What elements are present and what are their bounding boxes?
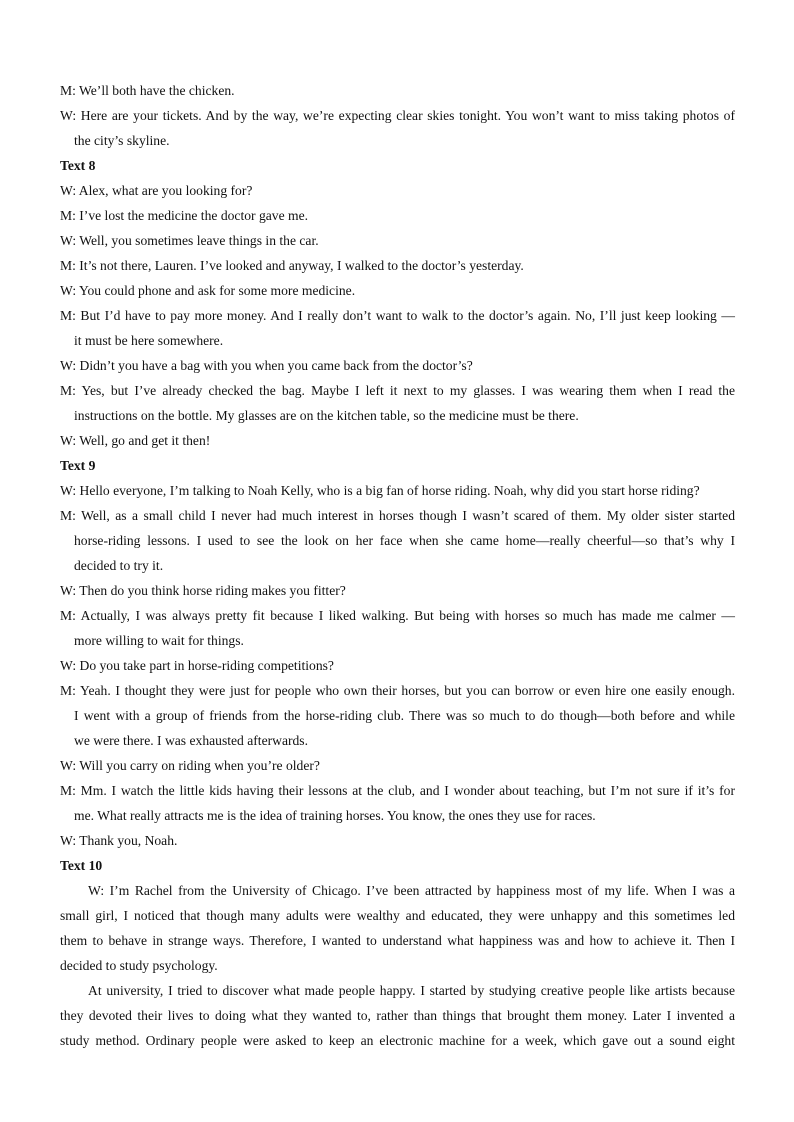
text-line: M: Yes, but I’ve already checked the bag. Maybe I left it next to my glasses. I was wearing them when I read the bbox=[60, 383, 735, 398]
text-line: study method. Ordinary people were asked to keep an electronic machine for a week, which gave out a sound eight bbox=[60, 1033, 735, 1048]
transcript-body bbox=[60, 78, 735, 1053]
section-heading: Text 10 bbox=[60, 858, 103, 873]
text-line: W: I’m Rachel from the University of Chicago. I’ve been attracted by happiness most of my life. When I was a bbox=[88, 883, 735, 898]
text-line: W: Thank you, Noah. bbox=[60, 833, 178, 848]
text-line: W: Hello everyone, I’m talking to Noah Kelly, who is a big fan of horse riding. Noah, why did you start horse riding? bbox=[60, 483, 700, 498]
text-line: M: Mm. I watch the little kids having their lessons at the club, and I wonder about teaching, but I’m not sure if it’s for bbox=[60, 783, 735, 798]
text-line: W: Didn’t you have a bag with you when you came back from the doctor’s? bbox=[60, 358, 473, 373]
text-line: them to behave in strange ways. Therefore, I wanted to understand what happiness was and how to achieve it. Then I bbox=[60, 933, 735, 948]
text-line: W: Do you take part in horse-riding competitions? bbox=[60, 658, 334, 673]
text-line: W: Well, you sometimes leave things in the car. bbox=[60, 233, 319, 248]
text-line: W: Will you carry on riding when you’re older? bbox=[60, 758, 320, 773]
text-line: W: You could phone and ask for some more medicine. bbox=[60, 283, 356, 298]
section-heading: Text 9 bbox=[60, 458, 96, 473]
text-line: At university, I tried to discover what made people happy. I started by studying creative people like artists because bbox=[88, 983, 735, 998]
text-line: W: Well, go and get it then! bbox=[60, 433, 211, 448]
text-line: M: But I’d have to pay more money. And I really don’t want to walk to the doctor’s again. No, I’ll just keep looking — bbox=[60, 308, 735, 323]
text-line: M: I’ve lost the medicine the doctor gave me. bbox=[60, 208, 309, 223]
text-line: M: Actually, I was always pretty fit because I liked walking. But being with horses so much has made me calmer — bbox=[60, 608, 735, 623]
text-line: M: We’ll both have the chicken. bbox=[60, 83, 235, 98]
text-line: W: Alex, what are you looking for? bbox=[60, 183, 253, 198]
text-line: decided to study psychology. bbox=[60, 958, 218, 973]
text-line: decided to try it. bbox=[74, 558, 164, 573]
text-line: me. What really attracts me is the idea of training horses. You know, the ones they use for races. bbox=[74, 808, 596, 823]
text-line: W: Then do you think horse riding makes you fitter? bbox=[60, 583, 346, 598]
text-line: it must be here somewhere. bbox=[74, 333, 224, 348]
text-line: they devoted their lives to doing what they wanted to, rather than things that brought them money. Later I invented a bbox=[60, 1008, 735, 1023]
text-line: M: Well, as a small child I never had much interest in horses though I wasn’t scared of them. My older sister started bbox=[60, 508, 735, 523]
text-line: I went with a group of friends from the horse-riding club. There was so much to do though—both before and while bbox=[74, 708, 735, 723]
text-line: more willing to wait for things. bbox=[74, 633, 244, 648]
text-line: instructions on the bottle. My glasses are on the kitchen table, so the medicine must be there. bbox=[74, 408, 579, 423]
section-heading: Text 8 bbox=[60, 158, 96, 173]
text-line: we were there. I was exhausted afterwards. bbox=[74, 733, 309, 748]
text-line: horse-riding lessons. I used to see the look on her face when she came home—really cheerful—so that’s why I bbox=[74, 533, 735, 548]
text-line: M: Yeah. I thought they were just for people who own their horses, but you can borrow or even hire one easily enough. bbox=[60, 683, 735, 698]
text-line: small girl, I noticed that though many adults were wealthy and educated, they were unhappy and this sometimes led bbox=[60, 908, 735, 923]
text-line: M: It’s not there, Lauren. I’ve looked and anyway, I walked to the doctor’s yesterday. bbox=[60, 258, 524, 273]
text-line: the city’s skyline. bbox=[74, 133, 170, 148]
text-line: W: Here are your tickets. And by the way, we’re expecting clear skies tonight. You won’t want to miss taking photos of bbox=[60, 108, 735, 123]
